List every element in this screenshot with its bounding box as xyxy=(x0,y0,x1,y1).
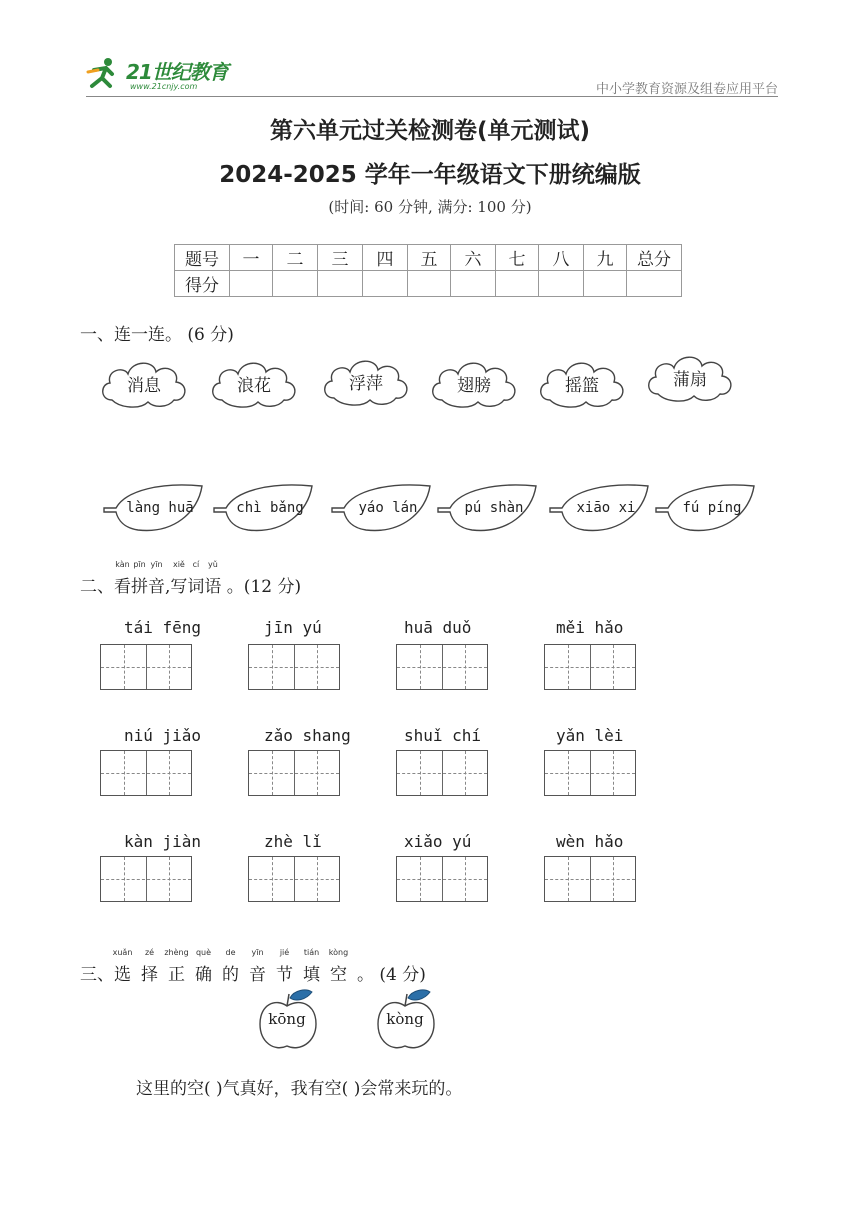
leaf-label: làng huā xyxy=(126,500,194,516)
section-3-prefix: 三、 xyxy=(80,965,114,985)
section-1-heading: 一、连一连。 (6 分) xyxy=(80,325,234,345)
pinyin-prompt: wèn hǎo xyxy=(556,832,624,851)
leaf-label: fú píng xyxy=(682,500,742,516)
ruby-char xyxy=(170,560,188,597)
ruby-pinyin: pīn xyxy=(133,560,146,569)
table-cell: 一 xyxy=(230,245,273,271)
writing-grid[interactable] xyxy=(248,644,340,690)
ruby-base: 拼 xyxy=(131,577,148,597)
score-cell[interactable] xyxy=(230,271,273,297)
cloud-label: 翅膀 xyxy=(457,376,491,396)
grid-guide xyxy=(101,773,191,774)
runner-icon xyxy=(86,56,120,90)
pinyin-prompt: huā duǒ xyxy=(404,618,472,637)
ruby-char xyxy=(131,560,148,597)
ruby-base: 写 xyxy=(170,577,188,597)
pinyin-prompt: kàn jiàn xyxy=(124,832,202,851)
cloud-word[interactable] xyxy=(536,356,628,410)
grid-guide xyxy=(397,879,487,880)
section-3-suffix: 。 (4 分) xyxy=(357,965,426,985)
table-cell: 题号 xyxy=(175,245,230,271)
ruby-char xyxy=(328,948,349,985)
section-3-ruby-text xyxy=(112,948,357,985)
ruby-char xyxy=(114,560,131,597)
platform-label: 中小学教育资源及组卷应用平台 xyxy=(595,82,778,97)
table-cell: 得分 xyxy=(175,271,230,297)
cloud-label: 浮萍 xyxy=(349,374,383,394)
cloud-word[interactable] xyxy=(428,356,520,410)
grid-guide xyxy=(101,879,191,880)
table-cell: 总分 xyxy=(627,245,682,271)
table-cell: 八 xyxy=(539,245,584,271)
ruby-pinyin: zhèng xyxy=(164,948,189,957)
score-cell[interactable] xyxy=(627,271,682,297)
ruby-pinyin: kàn xyxy=(115,560,130,569)
ruby-pinyin: yīn xyxy=(150,560,163,569)
page-subtitle: 2024-2025 学年一年级语文下册统编版 xyxy=(219,162,641,188)
score-value-row xyxy=(175,271,682,297)
writing-grid[interactable] xyxy=(544,856,636,902)
leaf-label: xiāo xi xyxy=(576,500,636,516)
writing-grid[interactable] xyxy=(396,644,488,690)
ruby-pinyin: kòng xyxy=(328,948,349,957)
ruby-base: 择 xyxy=(141,965,158,985)
section-2-suffix: 。(12 分) xyxy=(221,577,302,597)
score-cell[interactable] xyxy=(408,271,451,297)
logo-url: www.21cnjy.com xyxy=(130,82,198,91)
writing-grid[interactable] xyxy=(396,750,488,796)
page-title: 第六单元过关检测卷(单元测试) xyxy=(269,118,591,144)
ruby-base: 词 xyxy=(187,577,205,597)
grid-guide xyxy=(101,667,191,668)
table-cell: 六 xyxy=(451,245,496,271)
ruby-char xyxy=(187,560,205,597)
cloud-label: 摇篮 xyxy=(565,376,599,396)
leaf-pinyin[interactable] xyxy=(212,482,316,538)
score-table xyxy=(174,244,682,297)
section-3-heading xyxy=(80,948,426,985)
score-cell[interactable] xyxy=(451,271,496,297)
grid-guide xyxy=(545,879,635,880)
ruby-base: 语 xyxy=(204,577,222,597)
grid-guide xyxy=(249,773,339,774)
score-cell[interactable] xyxy=(273,271,318,297)
ruby-base: 正 xyxy=(168,965,185,985)
grid-guide xyxy=(397,667,487,668)
logo-text: 21世纪教育 xyxy=(126,60,228,84)
ruby-base: 的 xyxy=(222,965,239,985)
ruby-char xyxy=(141,948,158,985)
writing-grid[interactable] xyxy=(100,856,192,902)
score-cell[interactable] xyxy=(584,271,627,297)
fill-sentence: 这里的空( )气真好，我有空( )会常来玩的。 xyxy=(136,1079,463,1099)
pinyin-prompt: niú jiǎo xyxy=(124,726,202,745)
pinyin-prompt: měi hǎo xyxy=(556,618,624,637)
pinyin-prompt: shuǐ chí xyxy=(404,726,482,745)
writing-grid[interactable] xyxy=(544,644,636,690)
writing-grid[interactable] xyxy=(100,750,192,796)
ruby-char xyxy=(164,948,189,985)
ruby-char xyxy=(249,948,266,985)
section-2-prefix: 二、 xyxy=(80,577,114,597)
grid-guide xyxy=(249,879,339,880)
ruby-base: 确 xyxy=(195,965,212,985)
ruby-pinyin: xuǎn xyxy=(112,948,133,957)
writing-grid[interactable] xyxy=(248,856,340,902)
score-header-row xyxy=(175,245,682,271)
grid-guide xyxy=(397,773,487,774)
leaf-label: pú shàn xyxy=(464,500,524,516)
header-divider xyxy=(86,96,778,97)
pinyin-prompt: tái fēng xyxy=(124,618,202,637)
ruby-pinyin: què xyxy=(195,948,212,957)
ruby-base: 看 xyxy=(114,577,131,597)
ruby-pinyin: cí xyxy=(192,560,200,569)
leaf-label: chì bǎng xyxy=(236,500,304,516)
ruby-pinyin: tián xyxy=(303,948,320,957)
ruby-pinyin: jié xyxy=(279,948,290,957)
ruby-pinyin: zé xyxy=(144,948,155,957)
logo xyxy=(86,52,246,96)
writing-grid[interactable] xyxy=(100,644,192,690)
cloud-word[interactable] xyxy=(320,354,412,408)
ruby-char xyxy=(195,948,212,985)
table-cell: 三 xyxy=(318,245,363,271)
score-cell[interactable] xyxy=(496,271,539,297)
writing-grid[interactable] xyxy=(248,750,340,796)
table-cell: 二 xyxy=(273,245,318,271)
cloud-label: 蒲扇 xyxy=(673,370,707,390)
ruby-base: , xyxy=(165,577,171,597)
writing-grid[interactable] xyxy=(396,856,488,902)
leaf-pinyin[interactable] xyxy=(654,482,758,538)
leaf-pinyin[interactable] xyxy=(548,482,652,538)
pinyin-prompt: xiǎo yú xyxy=(404,832,472,851)
apple-label: kòng xyxy=(386,1010,424,1028)
grid-guide xyxy=(545,667,635,668)
ruby-char xyxy=(204,560,222,597)
leaf-pinyin[interactable] xyxy=(330,482,434,538)
ruby-pinyin: yīn xyxy=(251,948,264,957)
ruby-char xyxy=(222,948,239,985)
ruby-char xyxy=(148,560,165,597)
leaf-label: yáo lán xyxy=(358,500,418,516)
cloud-label: 消息 xyxy=(127,376,161,396)
ruby-base: 音 xyxy=(148,577,165,597)
grid-guide xyxy=(545,773,635,774)
ruby-char xyxy=(303,948,320,985)
score-cell[interactable] xyxy=(363,271,408,297)
pinyin-prompt: zǎo shang xyxy=(264,726,351,745)
cloud-word[interactable] xyxy=(98,356,190,410)
leaf-pinyin[interactable] xyxy=(102,482,206,538)
ruby-char xyxy=(112,948,133,985)
ruby-base: 音 xyxy=(249,965,266,985)
table-cell: 七 xyxy=(496,245,539,271)
pinyin-prompt: yǎn lèi xyxy=(556,726,624,745)
score-cell[interactable] xyxy=(318,271,363,297)
ruby-pinyin: de xyxy=(225,948,236,957)
section-2-ruby-text xyxy=(114,560,222,597)
apple-option[interactable] xyxy=(374,988,440,1054)
ruby-pinyin: xiě xyxy=(172,560,185,569)
writing-grid[interactable] xyxy=(544,750,636,796)
apple-option[interactable] xyxy=(256,988,322,1054)
table-cell: 九 xyxy=(584,245,627,271)
cloud-label: 浪花 xyxy=(237,376,271,396)
cloud-word[interactable] xyxy=(208,356,300,410)
apple-label: kōng xyxy=(268,1010,306,1028)
ruby-base: 填 xyxy=(303,965,320,985)
section-2-heading xyxy=(80,560,302,597)
cloud-word[interactable] xyxy=(644,350,736,404)
pinyin-prompt: zhè lǐ xyxy=(264,832,322,851)
grid-guide xyxy=(249,667,339,668)
ruby-base: 节 xyxy=(276,965,293,985)
ruby-char xyxy=(276,948,293,985)
leaf-pinyin[interactable] xyxy=(436,482,540,538)
ruby-pinyin: yǔ xyxy=(208,560,218,569)
time-info: (时间: 60 分钟, 满分: 100 分) xyxy=(328,198,532,216)
table-cell: 四 xyxy=(363,245,408,271)
score-cell[interactable] xyxy=(539,271,584,297)
ruby-base: 选 xyxy=(114,965,131,985)
pinyin-prompt: jīn yú xyxy=(264,618,322,637)
table-cell: 五 xyxy=(408,245,451,271)
ruby-base: 空 xyxy=(330,965,347,985)
